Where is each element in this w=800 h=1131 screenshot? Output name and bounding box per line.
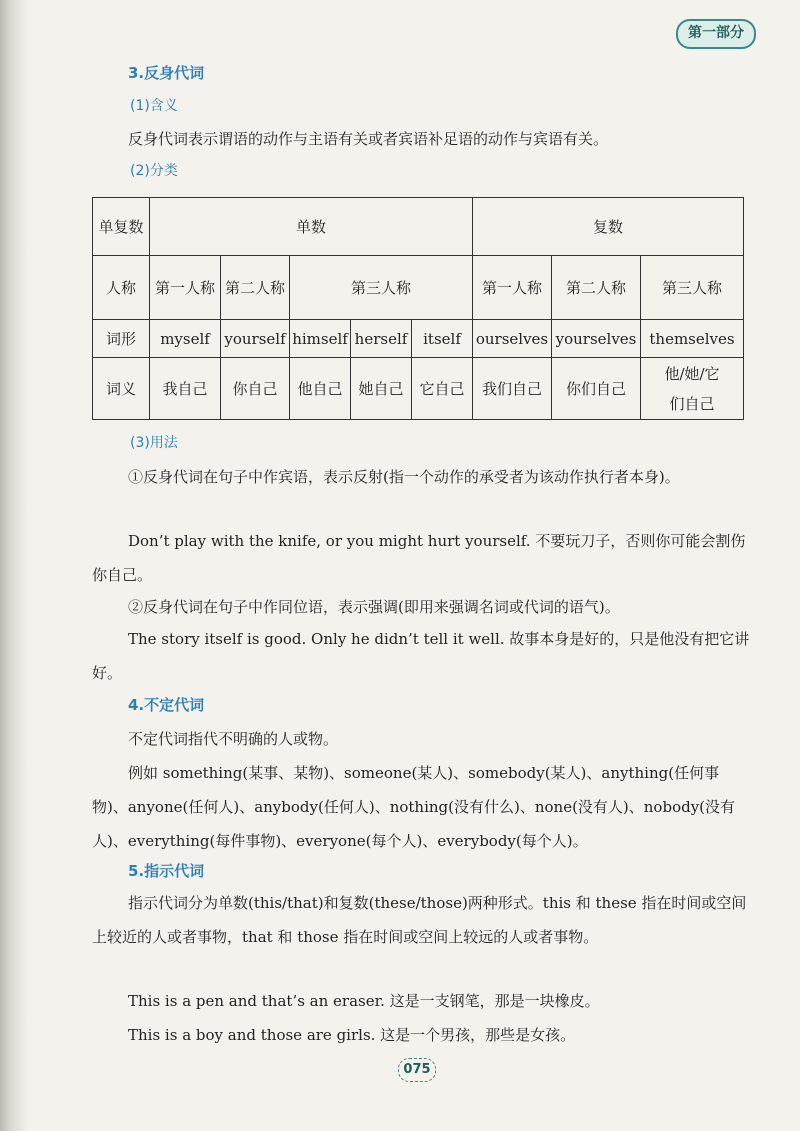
person-third-plural: 第三人称: [641, 256, 744, 320]
meaning-cell: 你自己: [221, 358, 290, 420]
usage-2-text: ②反身代词在句子中作同位语，表示强调(即用来强调名词或代词的语气)。: [128, 598, 620, 616]
demonstrative-text: 指示代词分为单数(this/that)和复数(these/those)两种形式。this 和 these 指在时间或空间上较近的人或者事物，that 和 those 指在时间或空间上较远的人或者事物。: [92, 894, 747, 946]
person-first-plural: 第一人称: [473, 256, 552, 320]
form-cell: himself: [290, 320, 351, 358]
form-cell: itself: [412, 320, 473, 358]
section-3-title: 3.反身代词: [128, 64, 205, 82]
usage-1-text: ①反身代词在句子中作宾语，表示反射(指一个动作的承受者为该动作执行者本身)。: [128, 468, 680, 486]
form-cell: herself: [351, 320, 412, 358]
indefinite-text: 不定代词指代不明确的人或物。: [128, 730, 339, 748]
row-person-label: 人称: [93, 256, 150, 320]
header-singular-cell: 单数: [150, 198, 473, 256]
person-third-singular: 第三人称: [290, 256, 473, 320]
part-badge: 第一部分: [676, 19, 756, 49]
header-plural-cell: 复数: [473, 198, 744, 256]
section-4-title: 4.不定代词: [128, 696, 205, 714]
person-second-plural: 第二人称: [552, 256, 641, 320]
person-first-singular: 第一人称: [150, 256, 221, 320]
page-number: 075: [398, 1058, 436, 1082]
form-cell: myself: [150, 320, 221, 358]
form-cell: yourselves: [552, 320, 641, 358]
demonstrative-example-2: This is a boy and those are girls. 这是一个男孩，那些是女孩。: [128, 1026, 576, 1044]
meaning-cell: 她自己: [351, 358, 412, 420]
indefinite-examples: 例如 something(某事、某物)、someone(某人)、somebody(某人)、anything(任何事物)、anyone(任何人)、anybody(任何人)、nothing(没有什么)、none(没有人)、nobody(没有人)、everything(每件事物)、everyone(每个人)、everybody(每个人)。: [92, 764, 736, 850]
form-cell: yourself: [221, 320, 290, 358]
meaning-cell: 他自己: [290, 358, 351, 420]
usage-subtitle: (3)用法: [130, 435, 178, 451]
usage-1-example: Don’t play with the knife, or you might hurt yourself. 不要玩刀子，否则你可能会割伤你自己。: [92, 532, 746, 584]
classification-subtitle: (2)分类: [130, 163, 178, 179]
meaning-subtitle: (1)含义: [130, 98, 178, 114]
meaning-cell: 我们自己: [473, 358, 552, 420]
meaning-cell: 我自己: [150, 358, 221, 420]
form-cell: themselves: [641, 320, 744, 358]
person-second-singular: 第二人称: [221, 256, 290, 320]
meaning-cell: 它自己: [412, 358, 473, 420]
meaning-cell: 他/她/它们自己: [641, 358, 744, 420]
meaning-cell: 你们自己: [552, 358, 641, 420]
reflexive-pronoun-table: [92, 197, 744, 420]
section-5-title: 5.指示代词: [128, 862, 205, 880]
usage-2-example: The story itself is good. Only he didn’t tell it well. 故事本身是好的，只是他没有把它讲好。: [92, 630, 750, 682]
header-type-cell: 单复数: [93, 198, 150, 256]
row-form-label: 词形: [93, 320, 150, 358]
demonstrative-example-1: This is a pen and that’s an eraser. 这是一支钢笔，那是一块橡皮。: [128, 992, 600, 1010]
meaning-text: 反身代词表示谓语的动作与主语有关或者宾语补足语的动作与宾语有关。: [128, 130, 609, 148]
row-meaning-label: 词义: [93, 358, 150, 420]
binding-shadow: [0, 0, 28, 1131]
form-cell: ourselves: [473, 320, 552, 358]
